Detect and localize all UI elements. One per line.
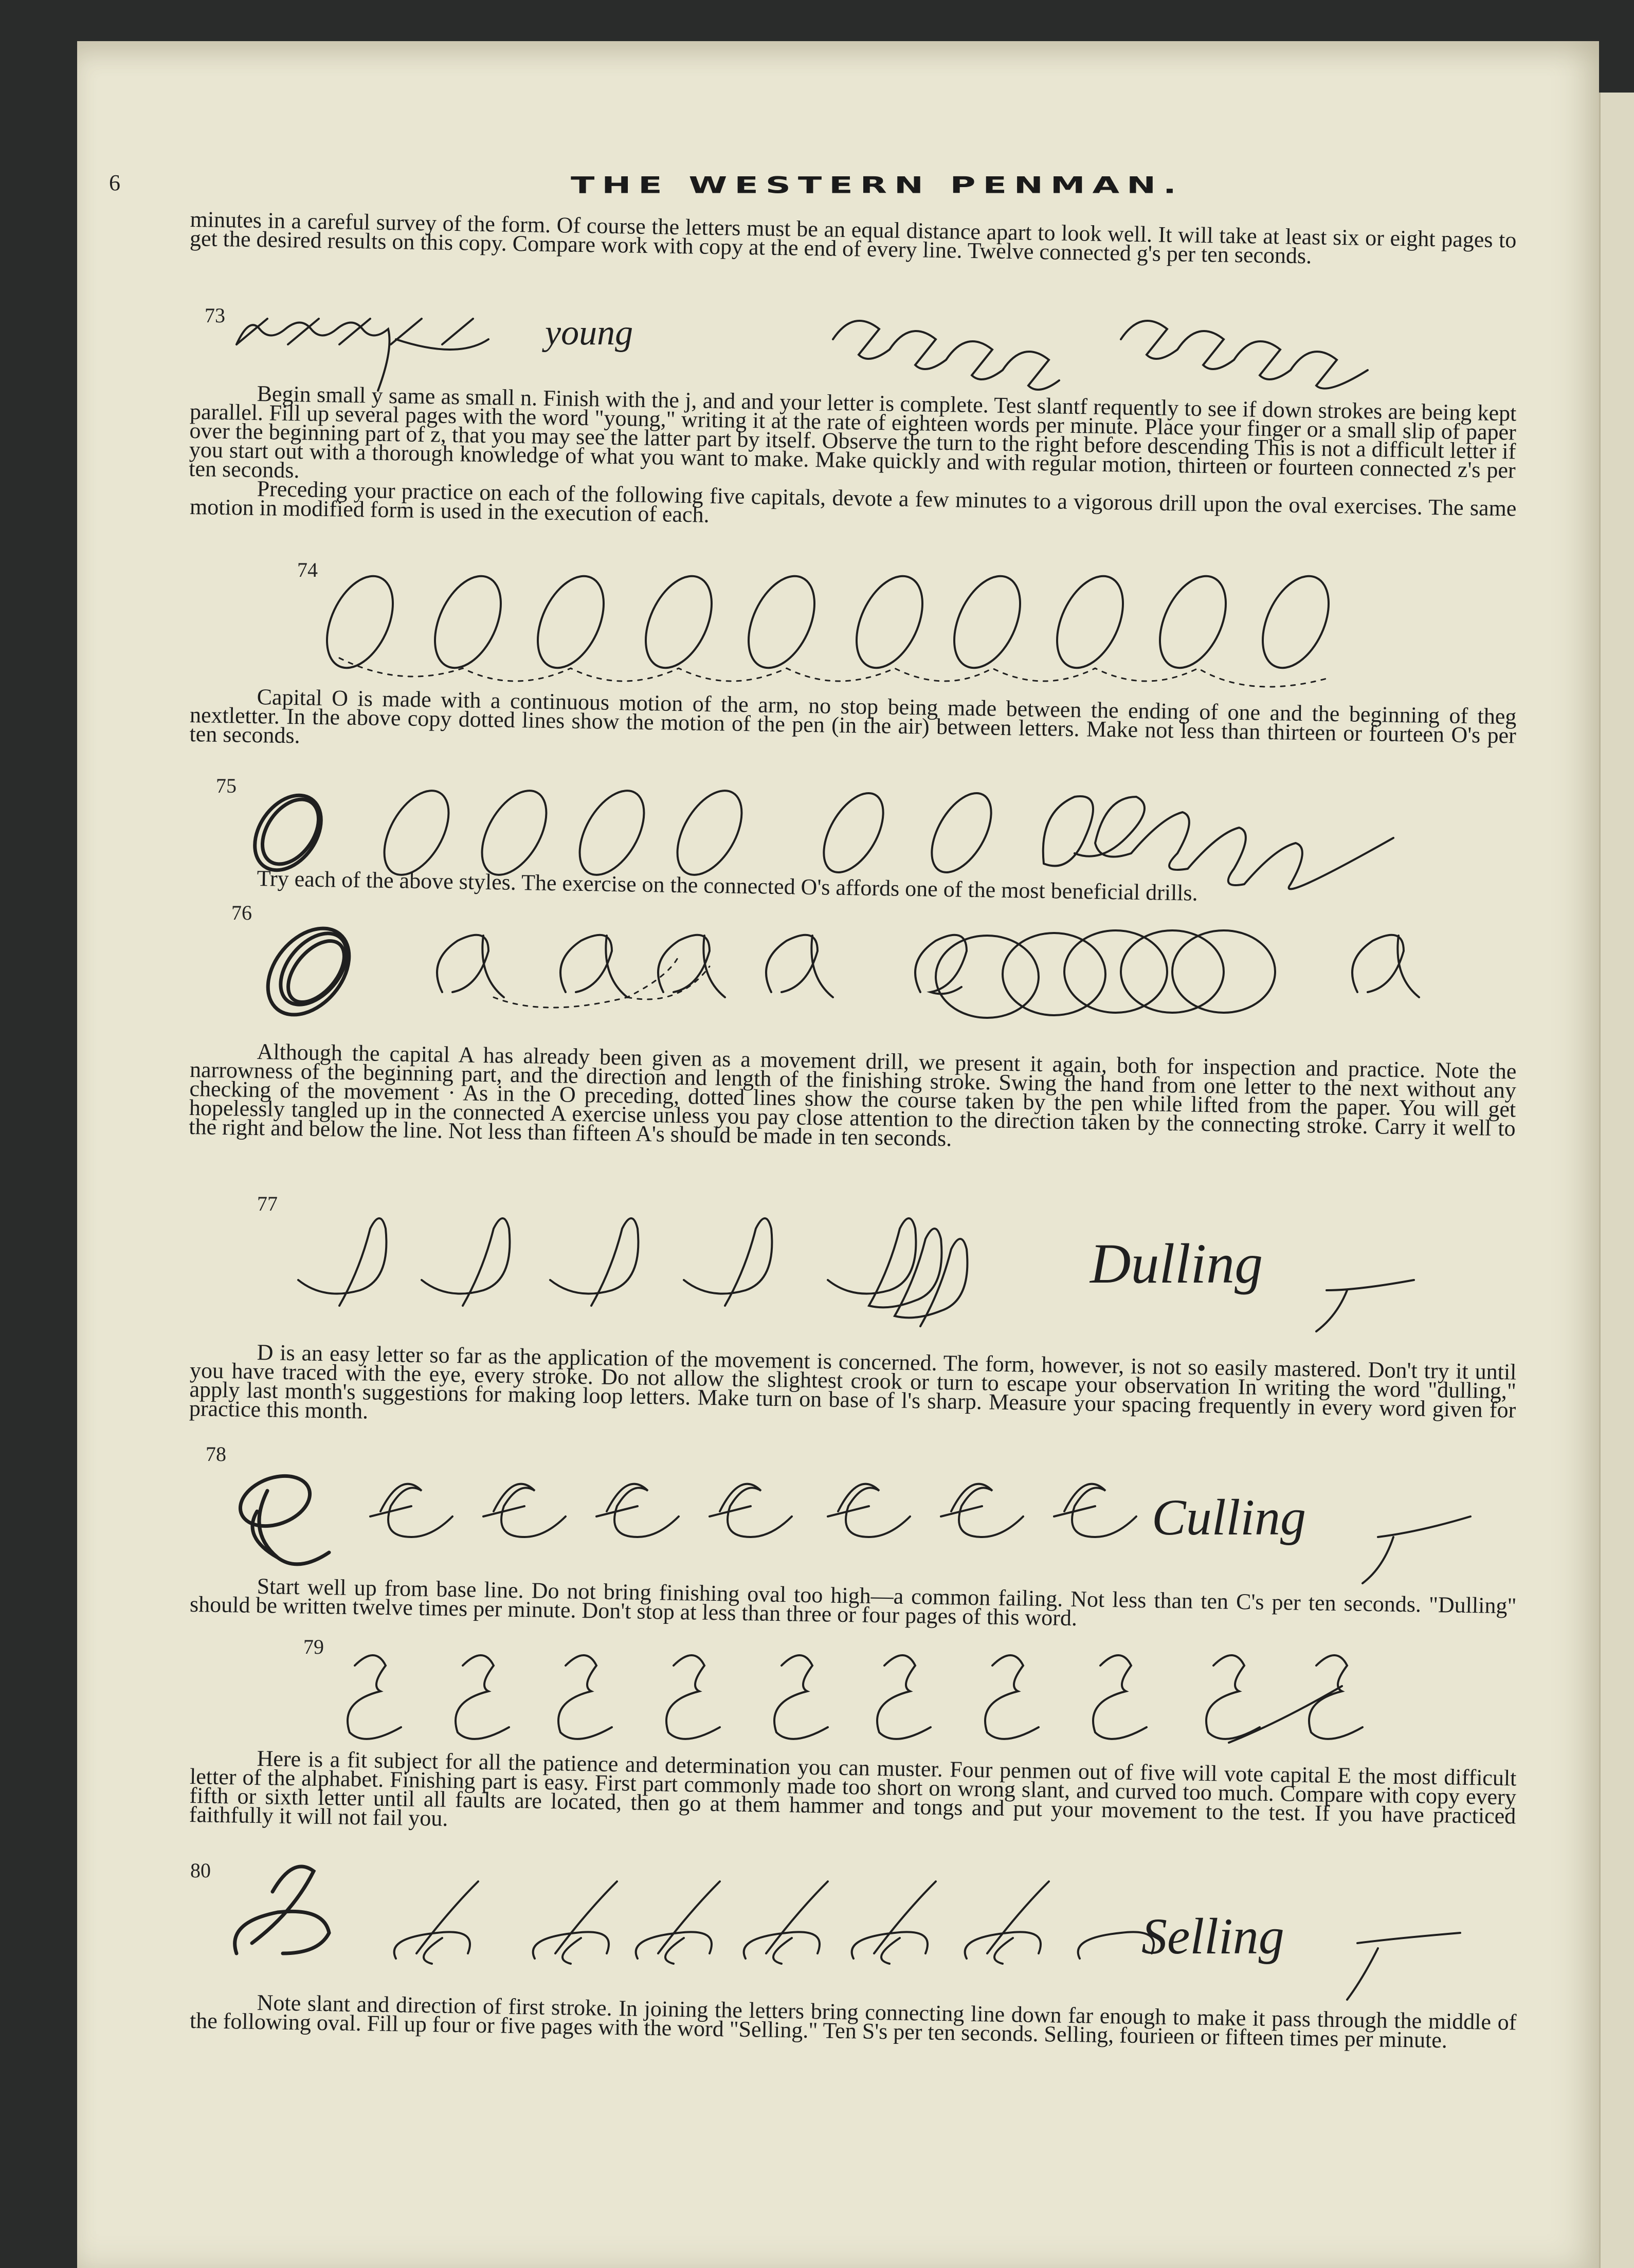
exercise-number-79: 79 [303,1635,324,1658]
exercise-number-76: 76 [231,901,252,924]
word-young: young [545,313,633,353]
intro-paragraph: minutes in a careful survey of the form. Of course the letters must be an equal distance apart to look well. It will take at least six or eight pages to get the desired results on this copy. Compare work with copy at the end of every line. Twelve connected g's per ten seconds. [189,207,1517,269]
exercise-number-77: 77 [257,1192,278,1215]
paragraph-76: Although the capital A has already been given as a movement drill, we present it again, both for inspection and practice. Note the narrowness of the beginning part, and the direction and length of the finishing stroke. Swing the hand from one letter to the next without any checking of the movement · As in the O preceding, dotted lines show the course taken by the pen while lifted from the paper. You will get hopelessly tangled up in the connected A exercise unless you pay close attention to the direction taken by the connecting stroke. Carry it well to the right and below the line. Not less than fifteen A's should be made in ten seconds. [188,1039,1517,1151]
script-copy-77 [288,1193,1470,1337]
paragraph-75: Try each of the above styles. The exercise on the connected O's affords one of the most beneficial drills. [257,866,1198,906]
paragraph-77: D is an easy letter so far as the application of the movement is concerned. The form, however, is not so easily mastered. Don't try it until you have traced with the eye, every stroke. Do not allow the slightest crook or turn to escape your observation In writing the word "dulling," apply last month's suggestions for making loop letters. Make turn on base of l's sharp. Measure your spacing frequently in every word given for practice this month. [189,1340,1517,1424]
exercise-number-73: 73 [205,304,225,327]
script-copy-78 [226,1450,1481,1594]
paragraph-79: Here is a fit subject for all the patience and determination you can muster. Four penmen out of five will vote capital E the most difficult letter of the alphabet. Finishing part is easy. First part commonly made too short on wrong slant, and curved too much. Compare with copy every fifth or sixth letter until all faults are located, then go at them hammer and tongs and put your movement to the test. If you have practiced faithfully it will not fail you. [189,1746,1517,1831]
paragraph-80: Note slant and direction of first stroke. In joining the letters bring connecting line down far enough to make it pass through the middle of the following oval. Fill up four or five pages with the word "Selling." Ten S's per ten seconds. Selling, fourieen or fifteen times per minute. [189,1990,1517,2053]
exercise-number-80: 80 [190,1859,211,1882]
script-copy-76 [252,905,1465,1028]
exercise-number-78: 78 [206,1442,226,1466]
script-copy-74 [319,565,1399,699]
exercise-number-75: 75 [216,774,237,797]
running-head: THE WESTERN PENMAN. [571,172,1184,199]
paragraph-73b: Preceding your practice on each of the following five capitals, devote a few minutes to a vigorous drill upon the oval exercises. The same motion in modified form is used in the execution of each. [189,476,1517,527]
script-copy-79 [324,1640,1404,1758]
word-dulling: Dulling [1090,1232,1263,1295]
next-page-edge [1599,93,1634,2268]
word-culling: Culling [1152,1489,1306,1546]
paragraph-78: Start well up from base line. Do not bring finishing oval too high—a common failing. Not less than ten C's per ten seconds. "Dulling" should be written twelve times per minute. Don't stop at less than three or four pages of this word. [189,1574,1517,1631]
paragraph-73: Begin small y same as small n. Finish with the j, and and your letter is complete. Test slantf requently to see if down strokes are being kept parallel. Fill up several pages with the word "young," writing it at the rate of eighteen words per minute. Place your finger or a small slip of paper over the beginning part of z, that you may see the latter part by itself. Observe the turn to the right before descending This is not a difficult letter if you start out with a thorough knowledge of what you want to make. Make quickly and with regular motion, thirteen or fourteen connected z's per ten seconds. [188,381,1517,483]
page-number: 6 [109,170,120,195]
exercise-number-74: 74 [297,558,318,581]
script-copy-80 [216,1861,1491,2005]
word-selling: Selling [1141,1908,1284,1965]
paragraph-74: Capital O is made with a continuous motion of the arm, no stop being made between the ending of one and the beginning of theg nextletter. In the above copy dotted lines show the motion of the pen (in the air) between letters. Make not less than thirteen or fourteen O's per ten seconds. [189,684,1517,748]
